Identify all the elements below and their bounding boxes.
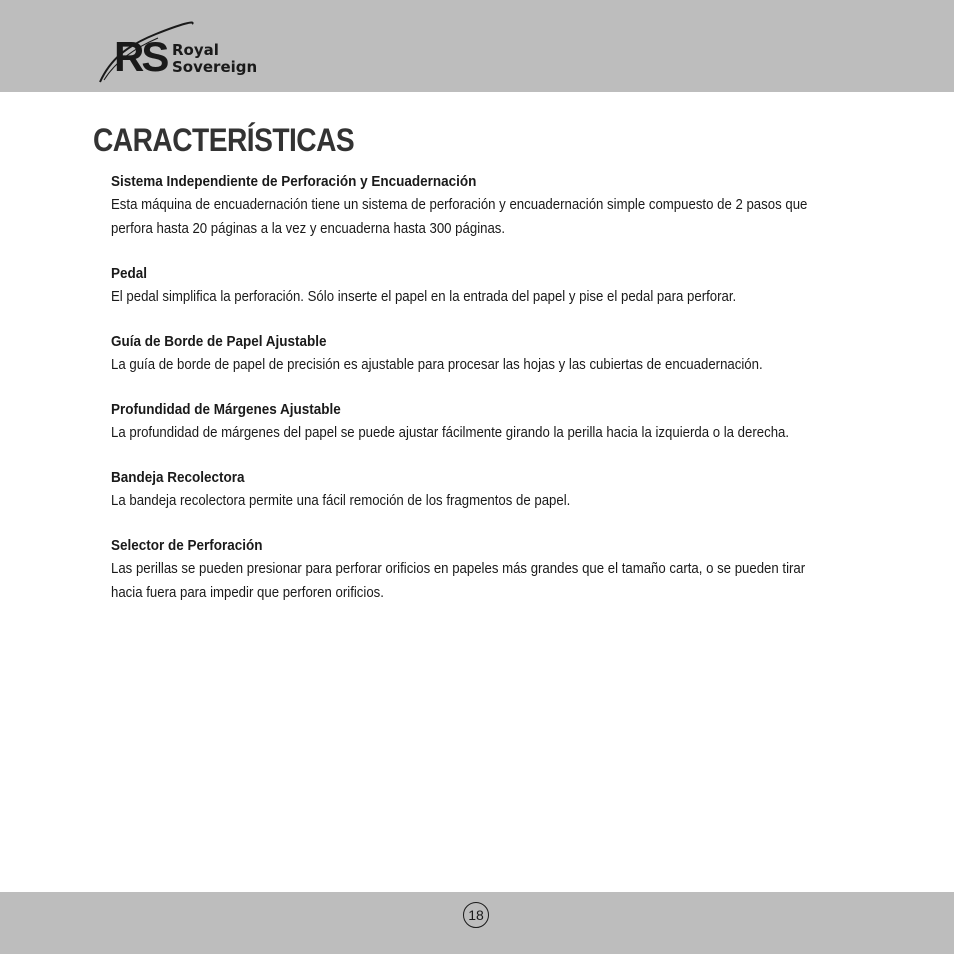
feature-heading: Guía de Borde de Papel Ajustable bbox=[111, 333, 327, 350]
header-band bbox=[0, 0, 954, 92]
feature-item bbox=[111, 399, 871, 445]
feature-description: Las perillas se pueden presionar para perforar orificios en papeles más grandes que el tamaño carta, o se pueden tirar hacia fuera para impedir que perforen orificios. bbox=[111, 560, 806, 601]
page-title: CARACTERÍSTICAS bbox=[93, 122, 355, 158]
feature-heading: Bandeja Recolectora bbox=[111, 469, 245, 486]
feature-description: La guía de borde de papel de precisión es ajustable para procesar las hojas y las cubiertas de encuadernación. bbox=[111, 356, 763, 373]
feature-heading: Pedal bbox=[111, 265, 148, 282]
feature-description: Esta máquina de encuadernación tiene un sistema de perforación y encuadernación simple compuesto de 2 pasos que perfora hasta 20 páginas a la vez y encuaderna hasta 300 páginas. bbox=[111, 196, 808, 237]
page-number: 18 bbox=[463, 902, 489, 928]
feature-description: La bandeja recolectora permite una fácil remoción de los fragmentos de papel. bbox=[111, 492, 571, 509]
feature-heading: Sistema Independiente de Perforación y Encuadernación bbox=[111, 173, 477, 190]
logo-monogram: RS bbox=[114, 33, 167, 80]
royal-sovereign-logo bbox=[96, 16, 286, 88]
feature-item bbox=[111, 535, 871, 605]
feature-item bbox=[111, 467, 871, 513]
feature-item bbox=[111, 263, 871, 309]
logo-word-royal: Royal bbox=[172, 41, 219, 59]
feature-heading: Selector de Perforación bbox=[111, 537, 263, 554]
feature-item bbox=[111, 331, 871, 377]
feature-heading: Profundidad de Márgenes Ajustable bbox=[111, 401, 341, 418]
features-list bbox=[111, 171, 871, 627]
feature-item bbox=[111, 171, 871, 241]
feature-description: El pedal simplifica la perforación. Sólo inserte el papel en la entrada del papel y pise el pedal para perforar. bbox=[111, 288, 737, 305]
logo-word-sovereign: Sovereign bbox=[172, 58, 258, 76]
feature-description: La profundidad de márgenes del papel se puede ajustar fácilmente girando la perilla hacia la izquierda o la derecha. bbox=[111, 424, 790, 441]
